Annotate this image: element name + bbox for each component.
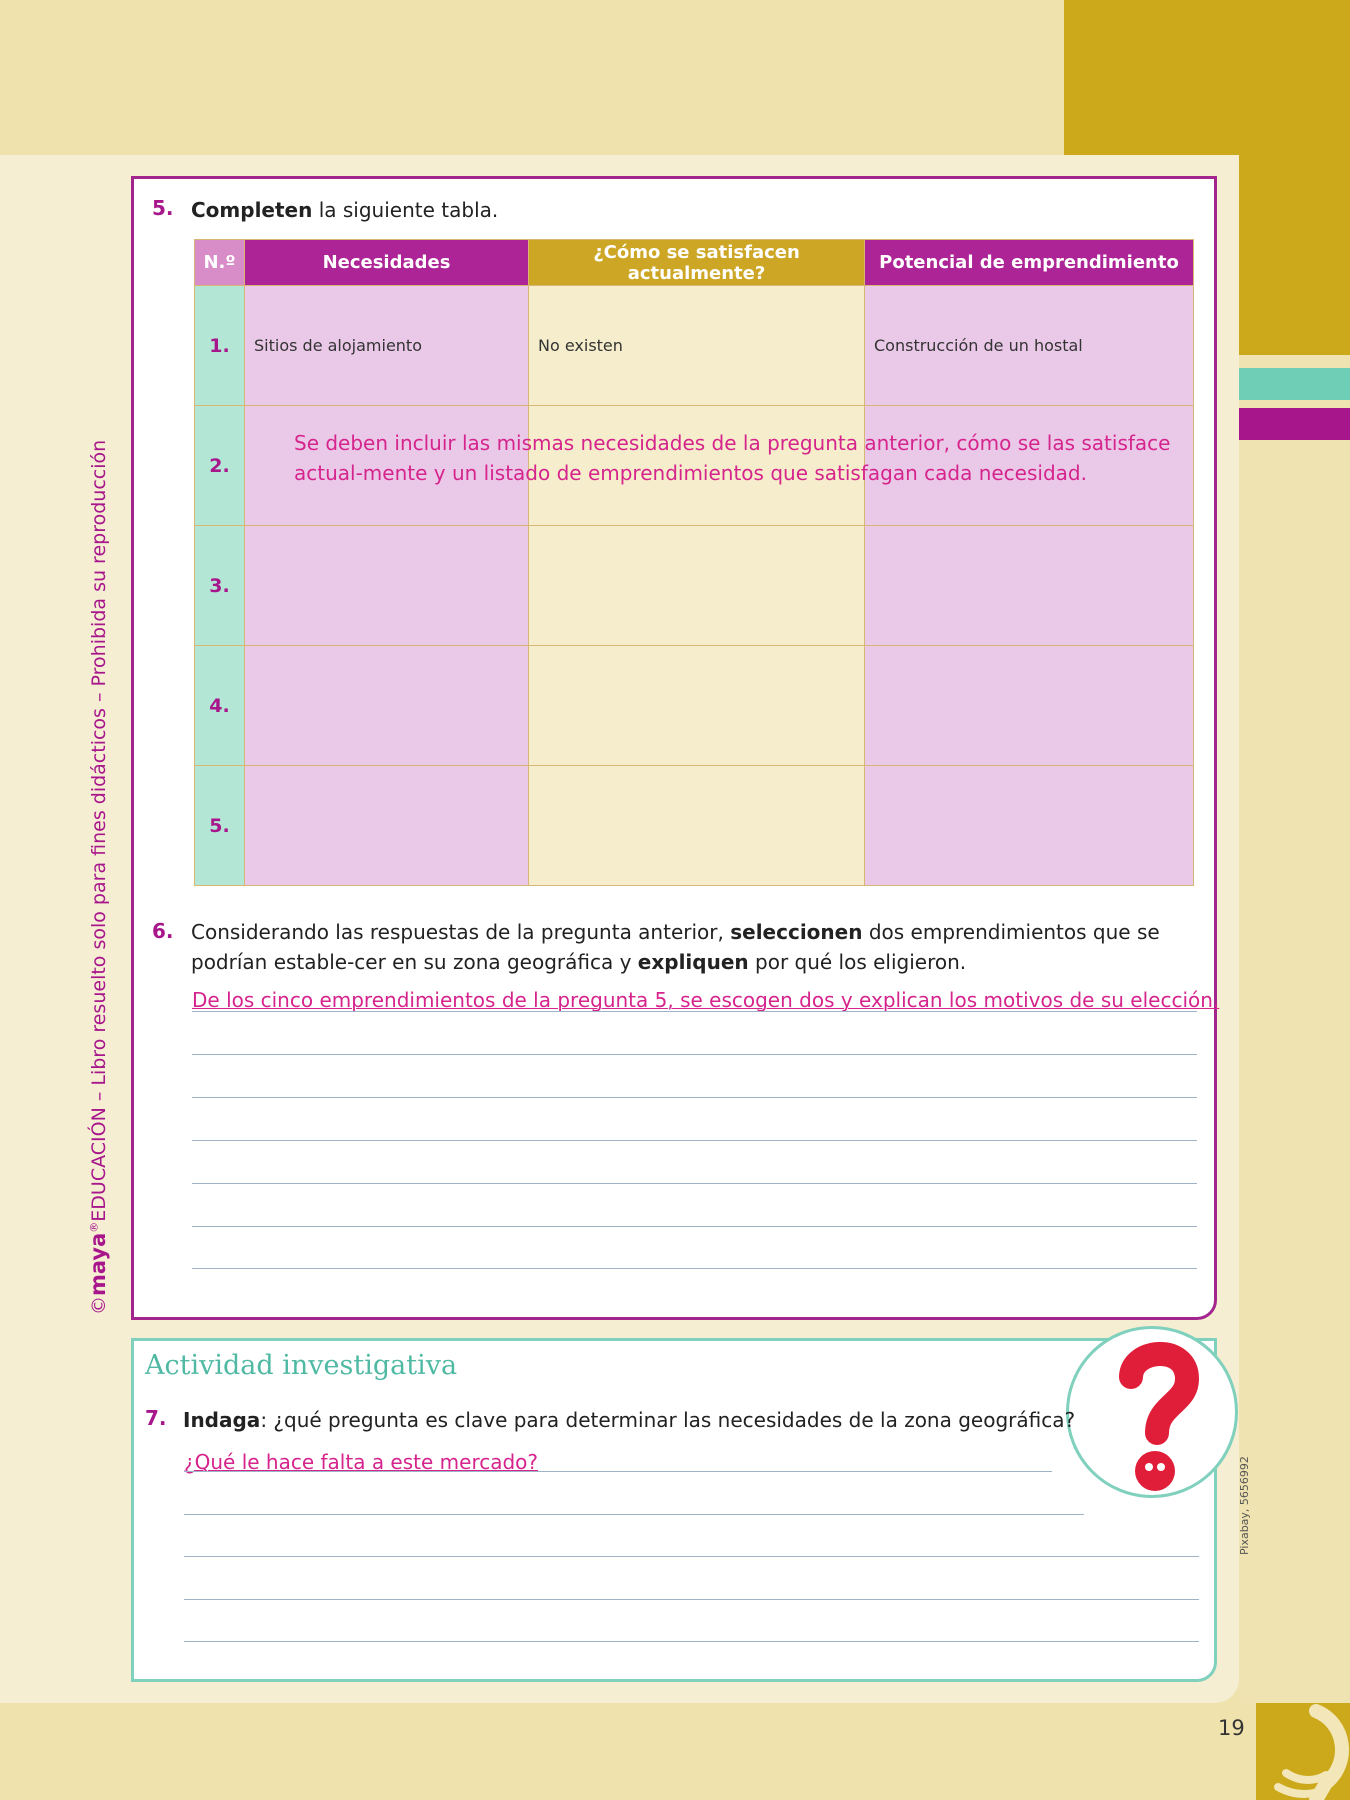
teal-tab-marker xyxy=(1239,368,1350,400)
question-6-verb-2: expliquen xyxy=(637,950,749,974)
row-number: 2. xyxy=(195,406,245,526)
needs-table xyxy=(194,239,1194,886)
writing-line[interactable] xyxy=(192,1183,1197,1184)
question-5-verb: Completen xyxy=(191,198,313,222)
writing-line[interactable] xyxy=(184,1471,1052,1472)
question-7-rest: : ¿qué pregunta es clave para determinar las necesidades de la zona geográfica? xyxy=(260,1408,1076,1432)
magenta-tab-marker xyxy=(1239,408,1350,440)
cell-need[interactable] xyxy=(245,526,529,646)
question-6-text xyxy=(191,917,1201,977)
cell-how[interactable] xyxy=(529,646,865,766)
writing-line[interactable] xyxy=(184,1599,1199,1600)
writing-line[interactable] xyxy=(192,1054,1197,1055)
cell-potential[interactable] xyxy=(865,646,1194,766)
question-5-text xyxy=(191,195,498,225)
question-6-answer[interactable]: De los cinco emprendimientos de la pregunta 5, se escogen dos y explican los motivos de su elección. xyxy=(192,988,1220,1012)
header-potential: Potencial de emprendimiento xyxy=(865,240,1194,286)
question-6-part-1: Considerando las respuestas de la pregunta anterior, xyxy=(191,920,731,944)
activity-title: Actividad investigativa xyxy=(145,1350,458,1381)
writing-line[interactable] xyxy=(192,1097,1197,1098)
activity-box xyxy=(131,1338,1217,1682)
question-6-part-2: dos emprendimientos que se podrían estable-cer en su zona geográfica y xyxy=(191,920,1160,974)
lightbulb-icon xyxy=(1256,1703,1350,1800)
copyright-symbol: © xyxy=(88,1296,110,1315)
question-6-verb-1: seleccionen xyxy=(730,920,863,944)
writing-line[interactable] xyxy=(192,1011,1197,1012)
top-band xyxy=(0,0,1064,155)
copyright-sidebar xyxy=(86,440,110,1315)
question-5-rest: la siguiente tabla. xyxy=(312,198,499,222)
table-row xyxy=(195,766,1194,886)
cell-need[interactable] xyxy=(245,766,529,886)
writing-line[interactable] xyxy=(192,1226,1197,1227)
cell-potential[interactable]: Construcción de un hostal xyxy=(865,286,1194,406)
table-header-row xyxy=(195,240,1194,286)
question-7-text xyxy=(183,1405,1075,1435)
header-how-satisfied: ¿Cómo se satisfacen actualmente? xyxy=(529,240,865,286)
row-number: 3. xyxy=(195,526,245,646)
row-number: 4. xyxy=(195,646,245,766)
writing-line[interactable] xyxy=(184,1514,1084,1515)
cell-need[interactable]: Sitios de alojamiento xyxy=(245,286,529,406)
image-credit: Pixabay, 5656992 xyxy=(1238,1456,1251,1555)
cell-how[interactable] xyxy=(529,766,865,886)
question-6-part-3: por qué los eligieron. xyxy=(748,950,967,974)
right-margin-strip xyxy=(1239,355,1350,1705)
row-number: 5. xyxy=(195,766,245,886)
question-7-answer[interactable]: ¿Qué le hace falta a este mercado? xyxy=(184,1450,539,1474)
cell-potential[interactable] xyxy=(865,526,1194,646)
table-row xyxy=(195,646,1194,766)
brand-logo: maya xyxy=(86,1232,110,1296)
question-number-6: 6. xyxy=(152,919,174,943)
copyright-text: EDUCACIÓN – Libro resuelto solo para fines didácticos – Prohibida su reproducción xyxy=(88,439,110,1222)
cell-how[interactable]: No existen xyxy=(529,286,865,406)
cell-how[interactable] xyxy=(529,526,865,646)
question-number-7: 7. xyxy=(145,1406,167,1430)
header-number: N.º xyxy=(195,240,245,286)
bottom-band xyxy=(0,1703,1350,1800)
writing-line[interactable] xyxy=(192,1268,1197,1269)
cell-potential[interactable] xyxy=(865,766,1194,886)
writing-line[interactable] xyxy=(184,1641,1199,1642)
question-7-verb: Indaga xyxy=(183,1408,261,1432)
registered-mark: ® xyxy=(87,1221,101,1233)
question-mark-icon xyxy=(1066,1326,1238,1498)
cell-need[interactable] xyxy=(245,646,529,766)
table-answer-note: Se deben incluir las mismas necesidades de la pregunta anterior, cómo se las satisface actual-mente y un listado de emprendimientos que satisfagan cada necesidad. xyxy=(294,431,1171,485)
table-row xyxy=(195,526,1194,646)
page-number: 19 xyxy=(1218,1716,1245,1740)
row-number: 1. xyxy=(195,286,245,406)
writing-line[interactable] xyxy=(192,1140,1197,1141)
header-needs: Necesidades xyxy=(245,240,529,286)
writing-line[interactable] xyxy=(184,1556,1199,1557)
question-number-5: 5. xyxy=(152,196,174,220)
table-row xyxy=(195,286,1194,406)
